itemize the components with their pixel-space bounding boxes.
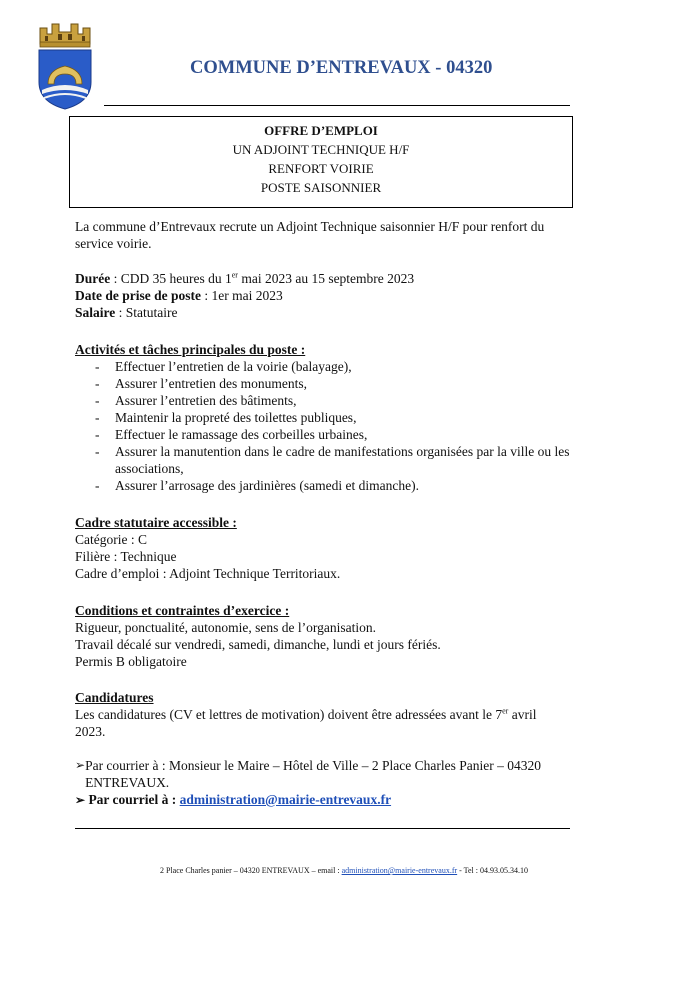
intro-paragraph: La commune d’Entrevaux recrute un Adjoint Technique saisonnier H/F pour renfort du service voirie. [75,219,545,251]
duree-value-post: mai 2023 au 15 septembre 2023 [237,271,415,286]
footer-email-link[interactable]: administration@mairie-entrevaux.fr [341,866,458,875]
candidatures-heading: Candidatures [75,690,154,705]
duree-label: Durée [75,271,111,286]
date-label: Date de prise de poste [75,288,201,303]
courriel-label: Par courriel à : [88,792,180,807]
conditions-heading: Conditions et contraintes d’exercice : [75,603,290,618]
activities-list [75,358,570,494]
activities-section [75,341,570,494]
cadre-line: Catégorie : C [75,532,147,547]
arrow-bullet-icon: ➢ [75,758,86,772]
header-divider [104,105,570,106]
footer-phone: - Tel : 04.93.05.34.10 [457,866,528,875]
list-item: - Maintenir la propreté des toilettes publiques, [75,409,570,426]
conditions-line: Rigueur, ponctualité, autonomie, sens de l’organisation. [75,620,377,635]
salaire-line [75,304,570,321]
activities-heading: Activités et tâches principales du poste : [75,342,306,357]
crest-logo [34,14,96,110]
cadre-section [75,514,570,582]
candidatures-section [75,689,570,809]
candidatures-text [75,706,570,740]
duree-value-pre: : CDD 35 heures du 1 [110,271,232,286]
offer-heading: OFFRE D’EMPLOI [264,123,378,138]
courriel-line [75,791,570,809]
courrier-text: Par courrier à : Monsieur le Maire – Hôtel de Ville – 2 Place Charles Panier – 04320 ENTREVAUX. [85,758,542,790]
footer-divider [75,828,570,829]
candidatures-sup: er [502,706,509,716]
footer-address: 2 Place Charles panier – 04320 ENTREVAUX – email : [160,866,342,875]
arrow-bullet-icon: ➢ [75,793,86,807]
conditions-section [75,602,570,670]
email-link[interactable]: administration@mairie-entrevaux.fr [179,792,392,807]
offer-position: UN ADJOINT TECHNIQUE H/F [232,142,410,157]
offer-title-box [69,116,573,208]
duree-line [75,270,570,287]
cadre-line: Filière : Technique [75,549,177,564]
cadre-heading: Cadre statutaire accessible : [75,515,237,530]
date-value: : 1er mai 2023 [200,288,283,303]
conditions-line: Travail décalé sur vendredi, samedi, dimanche, lundi et jours fériés. [75,637,441,652]
list-item: - Assurer la manutention dans le cadre de manifestations organisées par la ville ou les associations, [75,443,570,477]
courrier-line [75,757,570,791]
footer [0,866,688,875]
offer-type: POSTE SAISONNIER [260,180,382,195]
list-item: - Effectuer le ramassage des corbeilles urbaines, [75,426,570,443]
candidatures-text-post: avril 2023. [75,707,537,739]
list-item: - Assurer l’entretien des monuments, [75,375,570,392]
duree-sup: er [231,270,238,280]
conditions-line: Permis B obligatoire [75,654,187,669]
list-item: - Assurer l’entretien des bâtiments, [75,392,570,409]
date-line [75,287,570,304]
offer-service: RENFORT VOIRIE [268,161,374,176]
list-item: - Assurer l’arrosage des jardinières (samedi et dimanche). [75,477,570,494]
salaire-value: : Statutaire [115,305,178,320]
job-details [75,270,570,321]
candidatures-text-pre: Les candidatures (CV et lettres de motivation) doivent être adressées avant le 7 [75,707,503,722]
cadre-line: Cadre d’emploi : Adjoint Technique Territoriaux. [75,566,341,581]
list-item: - Effectuer l’entretien de la voirie (balayage), [75,358,570,375]
salaire-label: Salaire [75,305,116,320]
page-title: COMMUNE D’ENTREVAUX - 04320 [190,58,493,78]
